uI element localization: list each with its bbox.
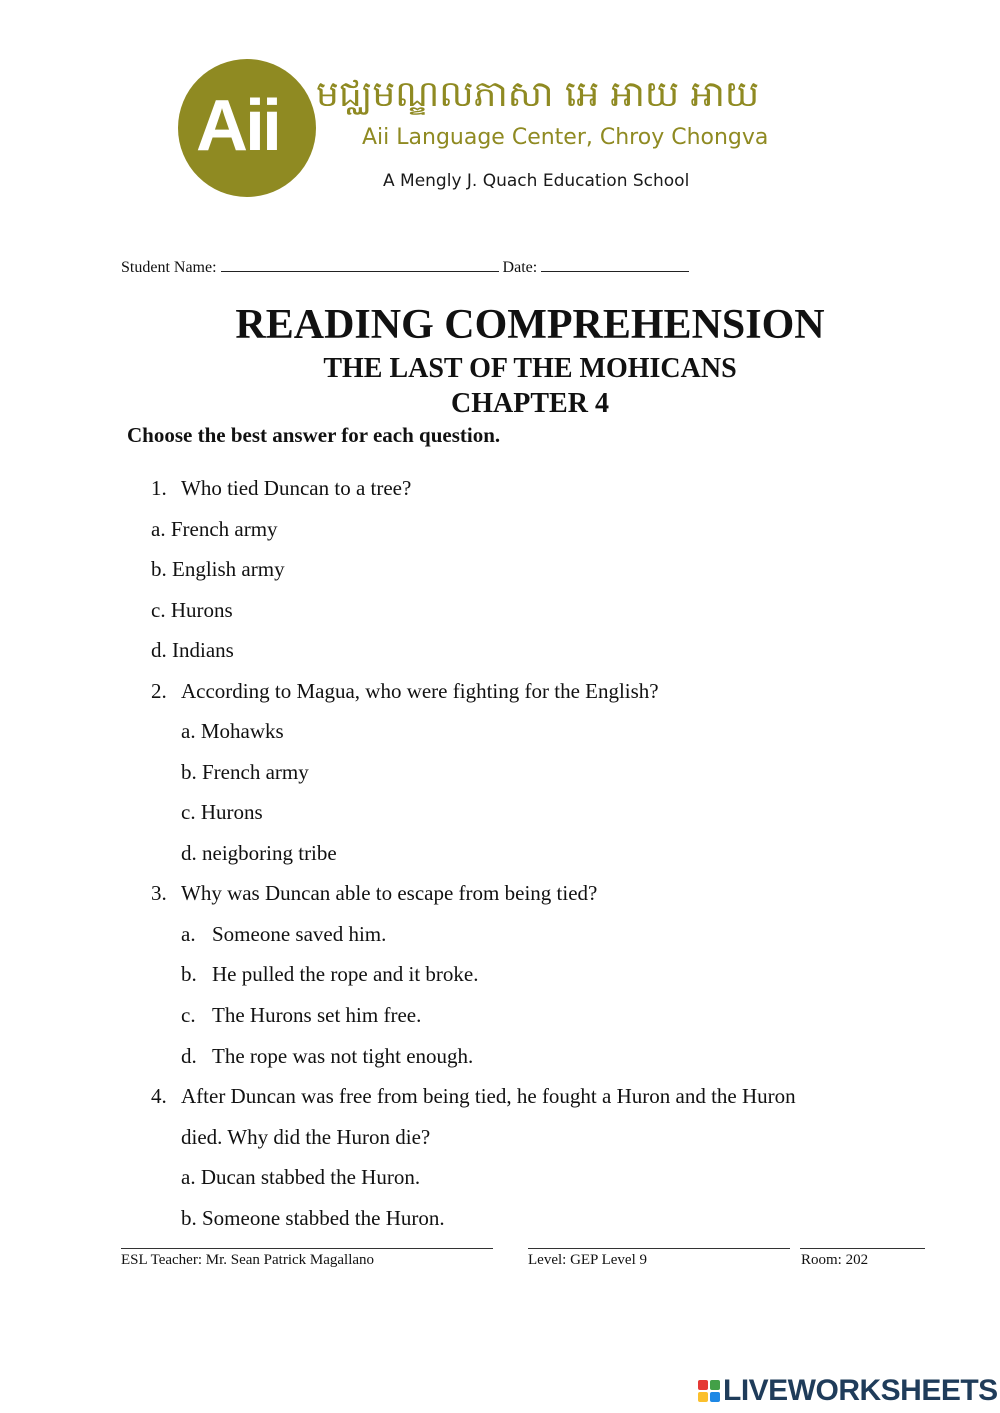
question-number: 1. [151, 476, 167, 500]
instruction: Choose the best answer for each question. [127, 423, 501, 447]
student-info-line [121, 256, 689, 280]
option-label: d. [181, 1044, 197, 1068]
footer-room: Room: 202 [801, 1252, 869, 1268]
question-number: 3. [151, 881, 167, 905]
q1-option-b[interactable]: b. English army [151, 557, 285, 581]
option-text: The Hurons set him free. [212, 1003, 422, 1027]
q2-option-b[interactable]: b. French army [181, 760, 309, 784]
footer-divider [121, 1248, 493, 1249]
q4-option-a[interactable]: a. Ducan stabbed the Huron. [181, 1165, 421, 1189]
q3-option-a[interactable] [181, 920, 386, 948]
option-label: a. [181, 922, 196, 946]
question-1 [151, 474, 411, 502]
date-label: Date: [502, 259, 538, 276]
question-text: Why was Duncan able to escape from being tied? [181, 881, 598, 905]
school-name: A Mengly J. Quach Education School [383, 171, 690, 191]
footer-level: Level: GEP Level 9 [528, 1252, 647, 1268]
date-field[interactable] [541, 257, 689, 272]
student-name-label: Student Name: [121, 259, 217, 276]
khmer-center-name: មជ្ឈមណ្ឌលភាសា អេ អាយ អាយ [316, 74, 760, 115]
option-label: b. [181, 962, 197, 986]
footer-divider [800, 1248, 925, 1249]
footer-teacher: ESL Teacher: Mr. Sean Patrick Magallano [121, 1252, 375, 1268]
question-text: After Duncan was free from being tied, he fought a Huron and the Huron [181, 1084, 796, 1108]
question-4 [151, 1082, 796, 1110]
q1-option-c[interactable]: c. Hurons [151, 598, 233, 622]
option-text: He pulled the rope and it broke. [212, 962, 479, 986]
q3-option-c[interactable] [181, 1001, 421, 1029]
q2-option-a[interactable]: a. Mohawks [181, 719, 284, 743]
q2-option-c[interactable]: c. Hurons [181, 800, 263, 824]
q3-option-b[interactable] [181, 960, 479, 988]
chapter-title: CHAPTER 4 [451, 388, 609, 419]
q3-option-d[interactable] [181, 1042, 473, 1070]
option-text: The rope was not tight enough. [212, 1044, 474, 1068]
liveworksheets-brand[interactable]: LIVEWORKSHEETS [723, 1374, 998, 1407]
question-text: Who tied Duncan to a tree? [181, 476, 412, 500]
q4-option-b[interactable]: b. Someone stabbed the Huron. [181, 1206, 445, 1230]
option-text: Someone saved him. [212, 922, 387, 946]
question-number: 4. [151, 1084, 167, 1108]
student-name-field[interactable] [221, 257, 499, 272]
q1-option-d[interactable]: d. Indians [151, 638, 234, 662]
language-center-name: Aii Language Center, Chroy Chongva [362, 125, 769, 150]
aii-logo-text: Aii [196, 86, 280, 166]
footer-divider [528, 1248, 790, 1249]
question-2 [151, 677, 659, 705]
q2-option-d[interactable]: d. neigboring tribe [181, 841, 337, 865]
worksheet-title: READING COMPREHENSION [235, 302, 825, 348]
question-number: 2. [151, 679, 167, 703]
question-3 [151, 879, 597, 907]
liveworksheets-logo-icon [698, 1380, 720, 1402]
option-label: c. [181, 1003, 196, 1027]
book-title: THE LAST OF THE MOHICANS [323, 353, 737, 384]
question-4-continued: died. Why did the Huron die? [181, 1125, 431, 1149]
question-text: According to Magua, who were fighting for the English? [181, 679, 659, 703]
q1-option-a[interactable]: a. French army [151, 517, 278, 541]
